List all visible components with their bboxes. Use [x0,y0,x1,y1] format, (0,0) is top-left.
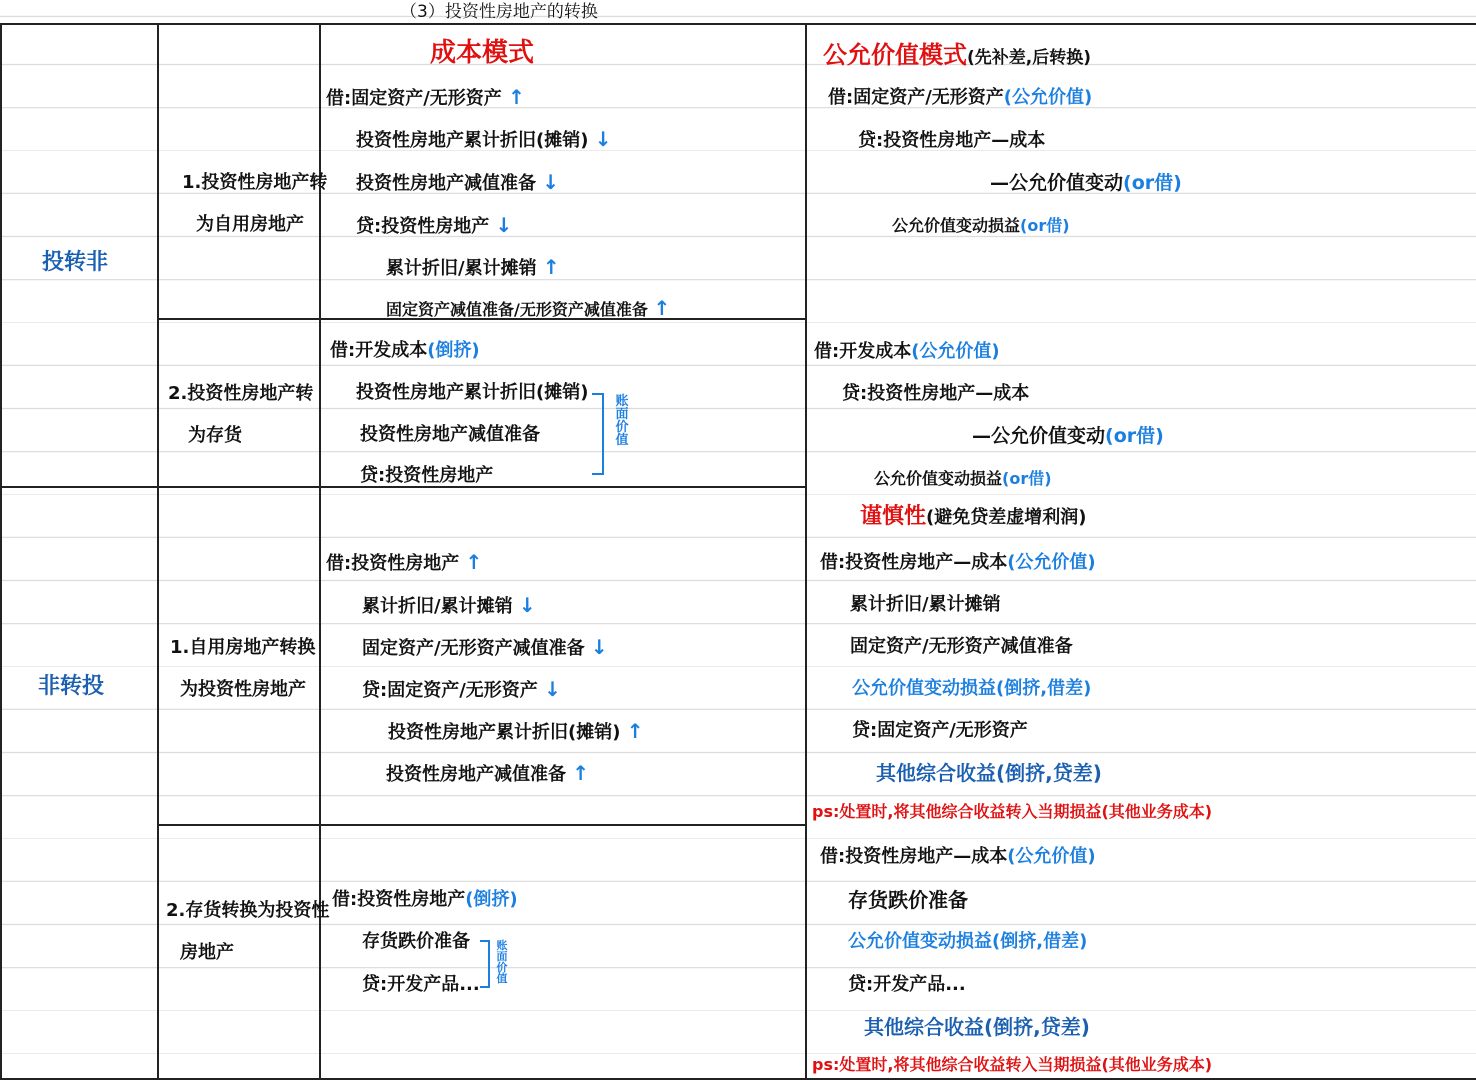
cost-r3-line [362,594,536,618]
fair-r3-line: 固定资产/无形资产减值准备 [850,636,1073,657]
entry-note: (or借) [1105,425,1164,447]
entry-text: 借:投资性房地产—成本 [820,846,1008,867]
entry-text: 投资性房地产累计折旧(摊销) [356,130,589,151]
cost-r1-line [386,297,670,321]
case-1-line2: 为自用房地产 [196,214,304,235]
cost-r1-line [356,171,559,195]
entry-text: 借:开发成本 [330,340,428,361]
cost-r4-line: 贷:开发产品... [362,974,480,995]
entry-text: 累计折旧/累计摊销 [362,596,513,617]
table-top-border [0,23,1476,25]
entry-note: (公允价值) [911,341,1000,362]
entry-text: 固定资产减值准备/无形资产减值准备 [386,300,648,319]
header-fair-value [823,40,1091,73]
arrow-up-icon: ↑ [626,719,644,743]
entry-note: (公允价值) [1003,87,1093,108]
cost-r1-line [326,86,525,110]
entry-text: 公允价值变动损益 [892,216,1021,235]
entry-text: 固定资产/无形资产减值准备 [362,638,585,659]
entry-text: 贷:投资性房地产 [356,216,490,237]
fair-r3-line: 累计折旧/累计摊销 [850,594,1001,615]
entry-text: 借:投资性房地产 [332,889,466,910]
entry-note: (倒挤) [427,340,480,361]
entry-text: 借:固定资产/无形资产 [326,88,502,109]
entry-note: (or借) [1123,172,1182,194]
case-3-line1: 1.自用房地产转换 [170,637,316,658]
cost-r3-line [388,720,644,744]
entry-note: (or借) [1002,469,1052,488]
cost-r4-line: 存货跌价准备 [362,931,470,952]
fair-r2-line [874,468,1052,490]
fair-r4-line: 其他综合收益(倒挤,贷差) [864,1015,1090,1039]
prudence-explanation: (避免贷差虚增利润) [926,507,1087,528]
table-left-border [0,23,2,1080]
arrow-down-icon: ↓ [542,170,560,194]
fair-r1-line [892,215,1070,237]
fair-r4-line: 存货跌价准备 [848,888,968,912]
brace-bracket [592,393,604,475]
fair-r1-line [828,87,1092,109]
fair-r3-line [820,552,1096,574]
book-value-label: 账面价值 [615,394,629,448]
entry-text: 借:固定资产/无形资产 [828,87,1004,108]
case-2-line1: 2.投资性房地产转 [168,383,314,404]
col-divider-1 [157,23,159,1080]
entry-text: 借:投资性房地产—成本 [820,552,1008,573]
cost-r2-line: 投资性房地产减值准备 [360,424,540,445]
category-non-to-invest: 非转投 [38,674,105,699]
fair-r2-line: 贷:投资性房地产—成本 [842,383,1030,404]
fair-r4-line [820,846,1096,868]
fair-r3-line: 其他综合收益(倒挤,贷差) [876,761,1102,785]
fair-r2-line [972,425,1164,447]
arrow-up-icon: ↑ [508,85,525,109]
fair-r3-ps-note: ps:处置时,将其他综合收益转入当期损益(其他业务成本) [812,802,1213,821]
fair-r1-line: 贷:投资性房地产—成本 [858,130,1046,151]
cost-r3-line [362,678,561,702]
fair-r2-line [814,341,1000,363]
arrow-down-icon: ↓ [590,635,608,659]
category-invest-to-non: 投转非 [42,250,109,275]
entry-note: (倒挤) [465,889,518,910]
entry-text: —公允价值变动 [972,425,1106,447]
brace-bracket [480,940,490,988]
cost-r2-line: 贷:投资性房地产 [360,465,494,486]
case-4-line2: 房地产 [180,942,234,963]
cost-r1-line [356,214,512,238]
arrow-down-icon: ↓ [594,127,612,151]
fair-r3-line: 贷:固定资产/无形资产 [852,720,1028,741]
entry-note: (or借) [1020,216,1070,235]
entry-text: 投资性房地产减值准备 [386,764,566,785]
case-1-line1: 1.投资性房地产转 [182,172,328,193]
arrow-up-icon: ↑ [653,296,671,320]
cost-r3-line [326,551,482,575]
arrow-up-icon: ↑ [542,255,560,279]
header-cost-model: 成本模式 [430,38,535,68]
fair-r4-ps-note: ps:处置时,将其他综合收益转入当期损益(其他业务成本) [812,1055,1213,1074]
prudence-label: 谨慎性 [860,504,927,529]
entry-text: 贷:固定资产/无形资产 [362,680,538,701]
arrow-down-icon: ↓ [518,593,536,617]
cost-r3-line [362,636,608,660]
cost-r1-line [356,128,612,152]
fair-r4-line: 贷:开发产品... [848,974,966,995]
entry-text: 累计折旧/累计摊销 [386,258,537,279]
book-value-label: 账面价值 [496,939,508,985]
entry-text: 公允价值变动损益 [874,469,1003,488]
entry-text: 借:投资性房地产 [326,553,460,574]
cost-r4-debit [332,889,518,911]
cost-r1-line [386,256,560,280]
row-divider-3 [157,824,805,826]
col-divider-3 [805,23,807,1080]
entry-text: 借:开发成本 [814,341,912,362]
entry-text: —公允价值变动 [990,172,1124,194]
fair-r4-line: 公允价值变动损益(倒挤,借差) [848,931,1088,952]
arrow-up-icon: ↑ [465,550,483,574]
page-title: （3）投资性房地产的转换 [400,2,598,22]
entry-text: 投资性房地产减值准备 [356,173,536,194]
cost-r3-line [386,762,589,786]
fair-r3-line: 公允价值变动损益(倒挤,借差) [852,678,1092,699]
arrow-up-icon: ↑ [572,761,590,785]
header-fair-value-note: (先补差,后转换) [967,48,1091,68]
prudence-note [860,506,1086,529]
case-4-line1: 2.存货转换为投资性 [166,900,330,921]
arrow-down-icon: ↓ [495,213,513,237]
case-3-line2: 为投资性房地产 [180,679,306,700]
entry-note: (公允价值) [1007,552,1096,573]
cost-r2-debit [330,340,480,362]
entry-text: 投资性房地产累计折旧(摊销) [388,722,621,743]
entry-note: (公允价值) [1007,846,1096,867]
header-fair-value-label: 公允价值模式 [823,41,967,69]
case-2-line2: 为存货 [188,425,242,446]
cost-r2-line: 投资性房地产累计折旧(摊销) [356,382,589,403]
fair-r1-line [990,172,1182,194]
arrow-down-icon: ↓ [544,677,561,701]
